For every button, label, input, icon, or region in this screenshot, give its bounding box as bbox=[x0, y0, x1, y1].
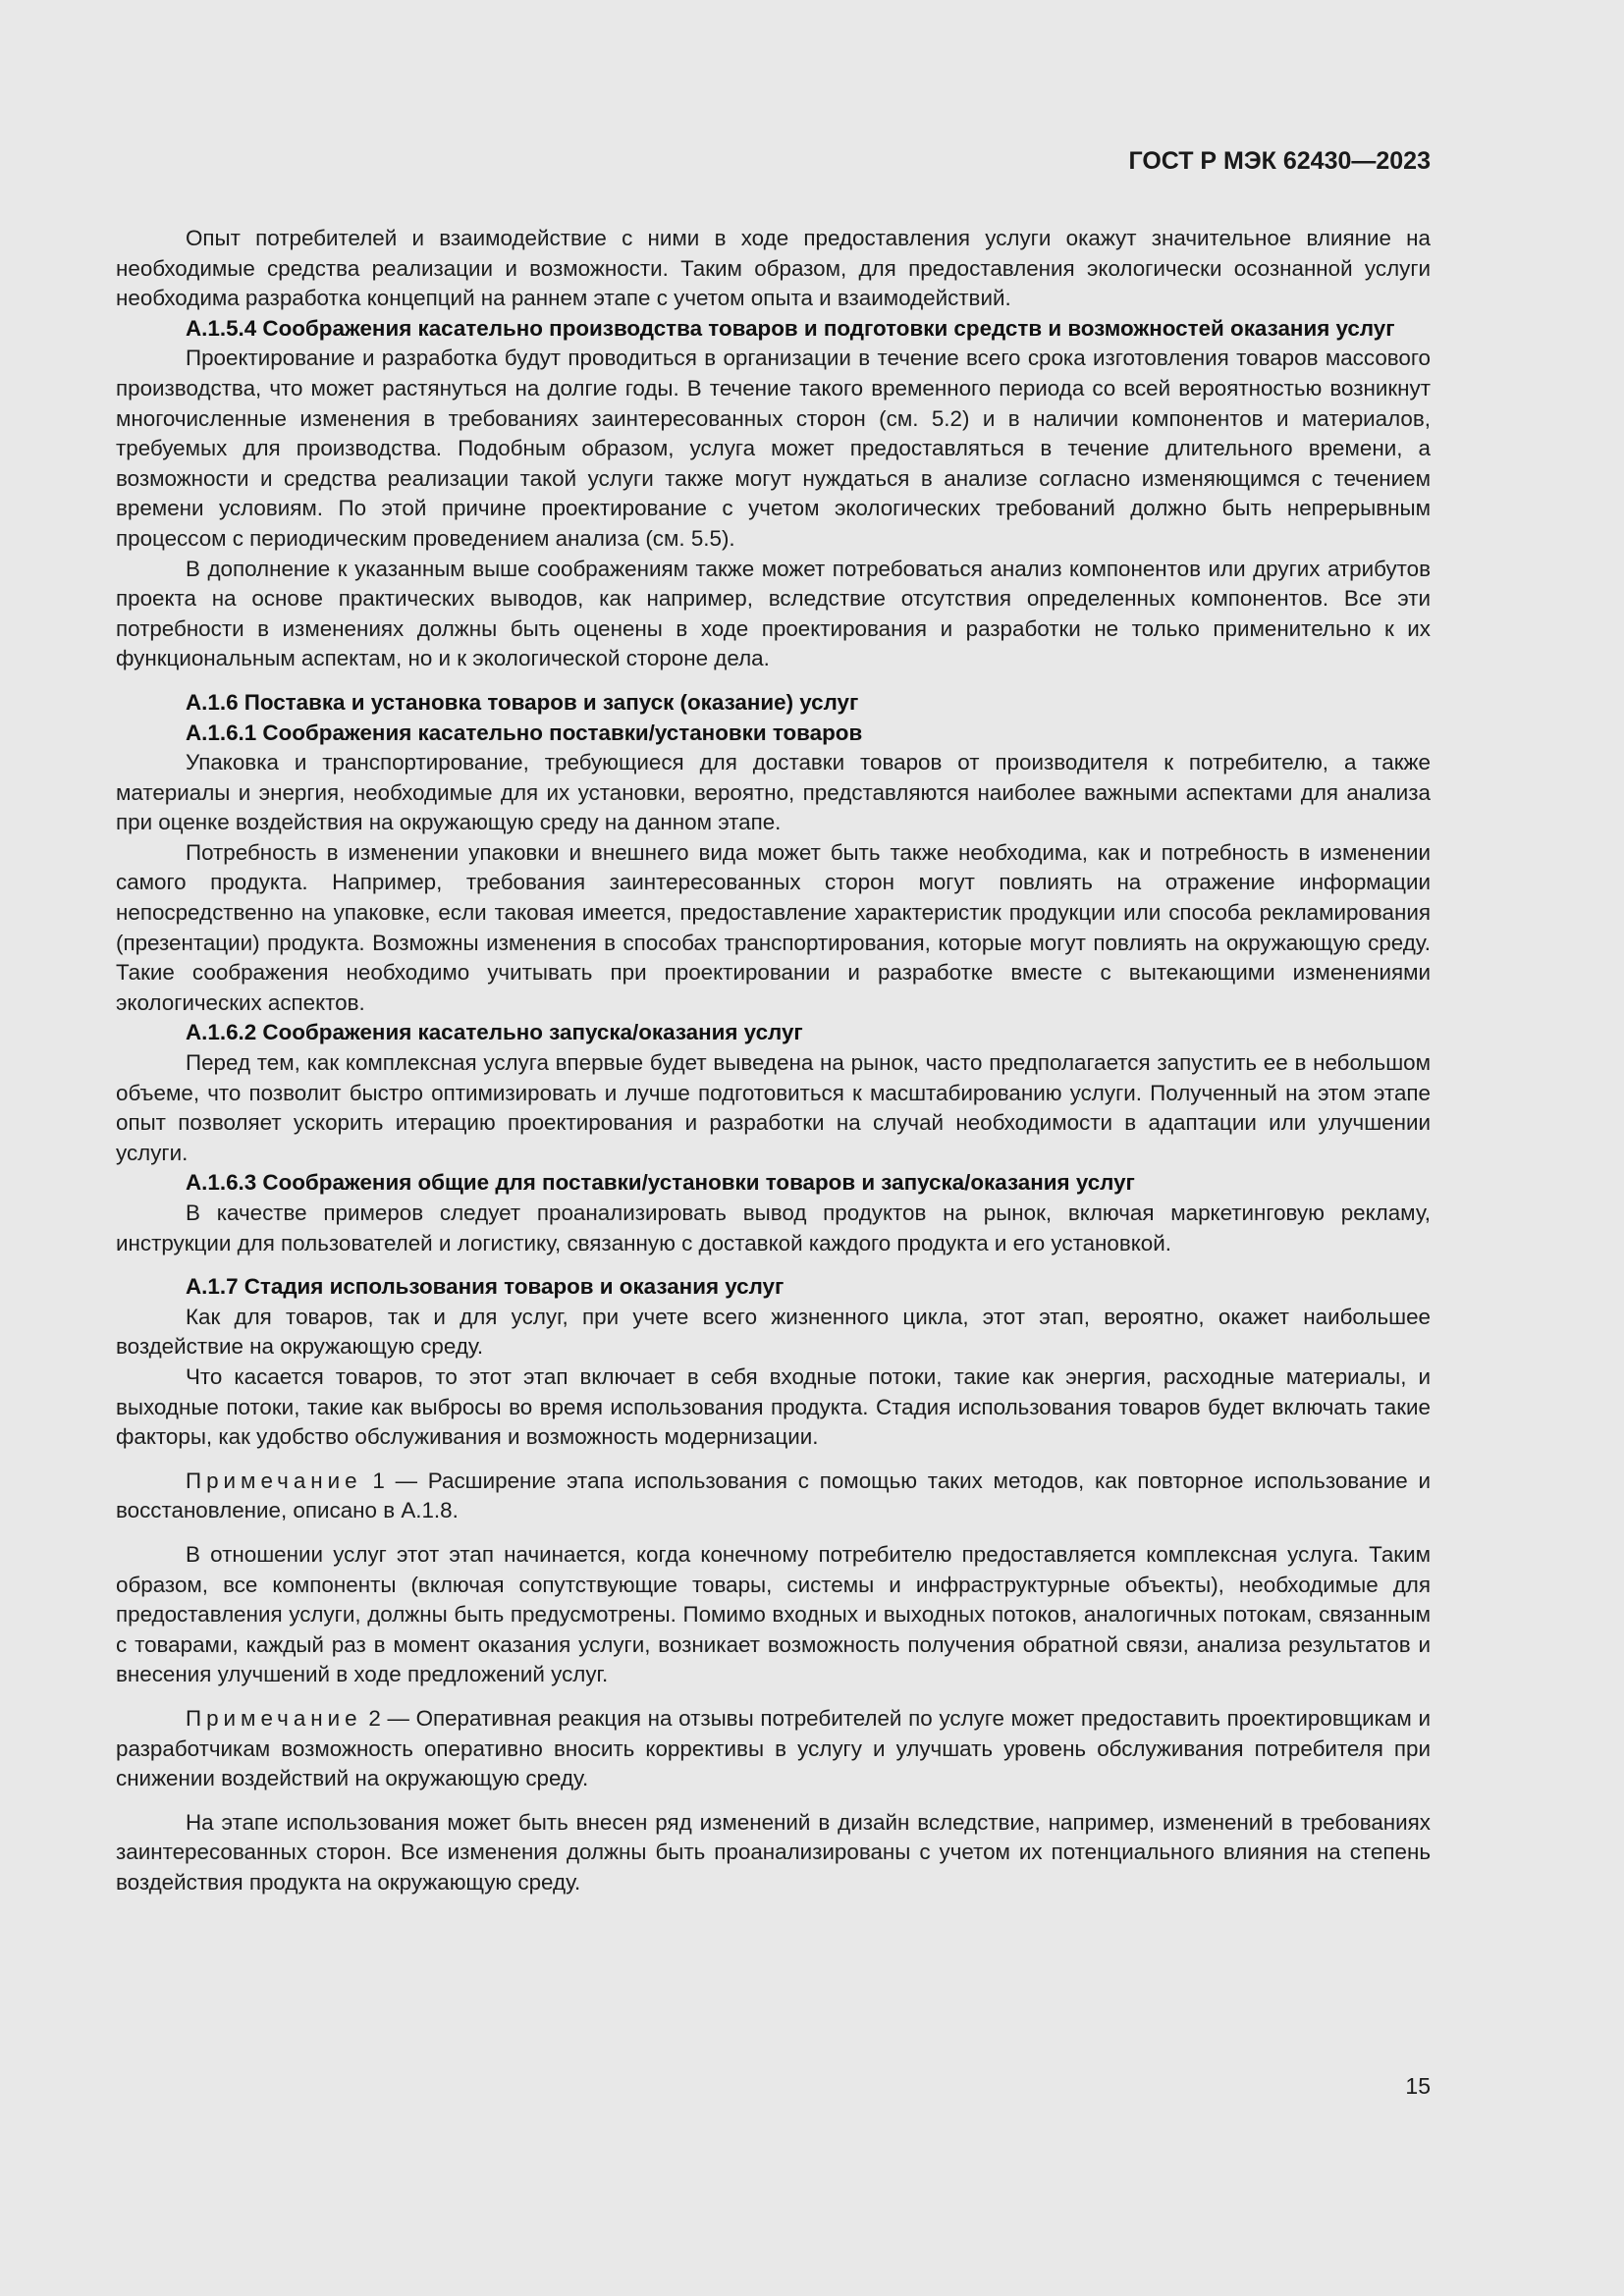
note-label: Примечание bbox=[186, 1705, 362, 1731]
paragraph: Перед тем, как комплексная услуга впервые будет выведена на рынок, часто предполагается запустить ее в небольшом объеме, что позволит быстро оптимизировать и лучше подготовиться к масштабированию услуги. Полученный на этом этапе опыт позволяет ускорить итерацию проектирования и разработки на случай необходимости в адаптации или улучшении услуги. bbox=[116, 1050, 1431, 1165]
note-2 bbox=[116, 1704, 1431, 1794]
paragraph: Упаковка и транспортирование, требующиеся для доставки товаров от производителя к потребителю, а также материалы и энергия, необходимые для их установки, вероятно, представляются наиболее важными аспектами для анализа при оценке воздействия на окружающую среду на данном этапе. bbox=[116, 750, 1431, 835]
page-number: 15 bbox=[1405, 2073, 1431, 2099]
document-body bbox=[116, 224, 1431, 1897]
note-text: 1 — Расширение этапа использования с помощью таких методов, как повторное использование и восстановление, описано в А.1.8. bbox=[116, 1468, 1431, 1523]
paragraph: Как для товаров, так и для услуг, при учете всего жизненного цикла, этот этап, вероятно, окажет наибольшее воздействие на окружающую среду. bbox=[116, 1304, 1431, 1360]
paragraph: Что касается товаров, то этот этап включает в себя входные потоки, такие как энергия, расходные материалы, и выходные потоки, такие как выбросы во время использования продукта. Стадия использования товаров будет включать такие факторы, как удобство обслуживания и возможность модернизации. bbox=[116, 1363, 1431, 1450]
paragraph: В дополнение к указанным выше соображениям также может потребоваться анализ компонентов или других атрибутов проекта на основе практических выводов, как например, вследствие отсутствия определенных компонентов. Все эти потребности в изменениях должны быть оценены в ходе проектирования и разработки не только применительно к их функциональным аспектам, но и к экологической стороне дела. bbox=[116, 556, 1431, 671]
section-heading-a17: А.1.7 Стадия использования товаров и оказания услуг bbox=[186, 1274, 785, 1300]
section-heading-a16: А.1.6 Поставка и установка товаров и запуск (оказание) услуг bbox=[186, 689, 859, 715]
paragraph: Опыт потребителей и взаимодействие с ними в ходе предоставления услуги окажут значительное влияние на необходимые средства реализации и возможности. Таким образом, для предоставления экологически осознанной услуги необходима разработка концепций на раннем этапе с учетом опыта и взаимодействий. bbox=[116, 226, 1431, 311]
section-heading-a162: А.1.6.2 Соображения касательно запуска/оказания услуг bbox=[186, 1020, 803, 1045]
note-label: Примечание bbox=[186, 1468, 362, 1493]
paragraph: Потребность в изменении упаковки и внешнего вида может быть также необходима, как и потребность в изменении самого продукта. Например, требования заинтересованных сторон могут повлиять на отражение информации непосредственно на упаковке, если таковая имеется, предоставление характеристик продукции или способа рекламирования (презентации) продукта. Возможны изменения в способах транспортирования, которые могут повлиять на окружающую среду. Такие соображения необходимо учитывать при проектировании и разработке вместе с вытекающими изменениями экологических аспектов. bbox=[116, 839, 1431, 1015]
section-heading-a161: А.1.6.1 Соображения касательно поставки/установки товаров bbox=[186, 720, 863, 745]
note-text: 2 — Оперативная реакция на отзывы потребителей по услуге может предоставить проектировщикам и разработчикам возможность оперативно вносить коррективы в услугу и улучшать уровень обслуживания потребителя при снижении воздействий на окружающую среду. bbox=[116, 1705, 1431, 1791]
note-1 bbox=[116, 1467, 1431, 1526]
paragraph: На этапе использования может быть внесен ряд изменений в дизайн вследствие, например, изменений в требованиях заинтересованных сторон. Все изменения должны быть проанализированы с учетом их потенциального влияния на степень воздействия продукта на окружающую среду. bbox=[116, 1809, 1431, 1895]
paragraph: В качестве примеров следует проанализировать вывод продуктов на рынок, включая маркетинговую рекламу, инструкции для пользователей и логистику, связанную с доставкой каждого продукта и его установкой. bbox=[116, 1201, 1431, 1255]
standard-designation: ГОСТ Р МЭК 62430—2023 bbox=[1128, 147, 1431, 175]
section-heading-a154: А.1.5.4 Соображения касательно производства товаров и подготовки средств и возможностей оказания услуг bbox=[186, 315, 1395, 341]
paragraph: В отношении услуг этот этап начинается, когда конечному потребителю предоставляется комплексная услуга. Таким образом, все компоненты (включая сопутствующие товары, системы и инфраструктурные объекты), необходимые для предоставления услуги, должны быть предусмотрены. Помимо входных и выходных потоков, аналогичных потокам, связанным с товарами, каждый раз в момент оказания услуги, возникает возможность получения обратной связи, анализа результатов и внесения улучшений в ходе предложений услуг. bbox=[116, 1541, 1431, 1687]
section-heading-a163: А.1.6.3 Соображения общие для поставки/установки товаров и запуска/оказания услуг bbox=[186, 1170, 1135, 1196]
paragraph: Проектирование и разработка будут проводиться в организации в течение всего срока изготовления товаров массового производства, что может растянуться на долгие годы. В течение такого временного периода со всей вероятностью возникнут многочисленные изменения в требованиях заинтересованных сторон (см. 5.2) и в наличии компонентов и материалов, требуемых для производства. Подобным образом, услуга может предоставляться в течение длительного времени, а возможности и средства реализации такой услуги также могут нуждаться в анализе согласно изменяющимся с течением времени условиям. По этой причине проектирование с учетом экологических требований должно быть непрерывным процессом с периодическим проведением анализа (см. 5.5). bbox=[116, 346, 1431, 551]
